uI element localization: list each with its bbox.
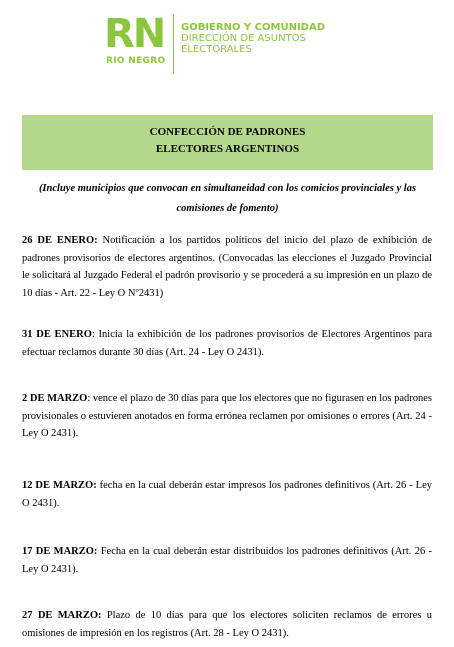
entry-date: 27 DE MARZO: — [22, 610, 102, 621]
document-title-box — [22, 115, 433, 170]
entry-text: : Inicia la exhibición de los padrones provisorios de Electores Argentinos para efectuar reclamos durante 30 días (Art. 24 - Ley O 2431). — [22, 329, 432, 358]
entry-date: 2 DE MARZO — [22, 393, 88, 404]
document-subtitle: (Incluye municipios que convocan en simultaneidad con los comicios provinciales y las comisiones de fomento) — [38, 183, 417, 214]
schedule-entry — [22, 543, 432, 578]
title-line-1: CONFECCIÓN DE PADRONES — [149, 126, 306, 138]
entry-text: fecha en la cual deberán estar impresos los padrones definitivos (Art. 26 - Ley O 2431). — [22, 480, 432, 509]
header-divider — [173, 14, 174, 74]
entry-date: 31 DE ENERO — [22, 329, 92, 340]
schedule-entry — [22, 232, 432, 302]
schedule-entry — [22, 326, 432, 361]
rio-negro-logo-caption: RIO NEGRO — [106, 56, 166, 66]
entry-text: Fecha en la cual deberán estar distribuidos los padrones definitivos (Art. 26 - Ley O 2431). — [22, 546, 432, 575]
gov-line-2: DIRECCIÓN DE ASUNTOS — [181, 33, 306, 44]
entry-text: Plazo de 10 días para que los electores soliciten reclamos de errores u omisiones de impresión en los registros (Art. 28 - Ley O 2431). — [22, 610, 432, 639]
entry-date: 17 DE MARZO: — [22, 546, 98, 557]
entry-text: Notificación a los partidos políticos del inicio del plazo de exhibición de padrones provisorios de electores argentinos. (Convocadas las elecciones el Juzgado Provincial le solicitará al Juzgado Federal el padrón provisorio y se procederá a su impresión en un plazo de 10 días - Art. 22 - Ley O Nº2431) — [22, 235, 432, 299]
rio-negro-logo: RN — [104, 11, 165, 57]
schedule-entry — [22, 607, 432, 642]
gov-line-1: GOBIERNO Y COMUNIDAD — [181, 22, 325, 33]
government-department — [181, 22, 325, 55]
schedule-entry — [22, 390, 432, 443]
entry-text: : vence el plazo de 30 días para que los electores que no figurasen en los padrones provisionales o estuvieren anotados en forma errónea reclamen por omisiones o errores (Art. 24 - Ley O 2431). — [22, 393, 432, 439]
gov-line-3: ELECTORALES — [181, 44, 252, 55]
entry-date: 26 DE ENERO: — [22, 235, 98, 246]
title-line-2: ELECTORES ARGENTINOS — [155, 143, 300, 155]
page-header — [0, 0, 454, 90]
schedule-entry — [22, 477, 432, 512]
entry-date: 12 DE MARZO: — [22, 480, 97, 491]
